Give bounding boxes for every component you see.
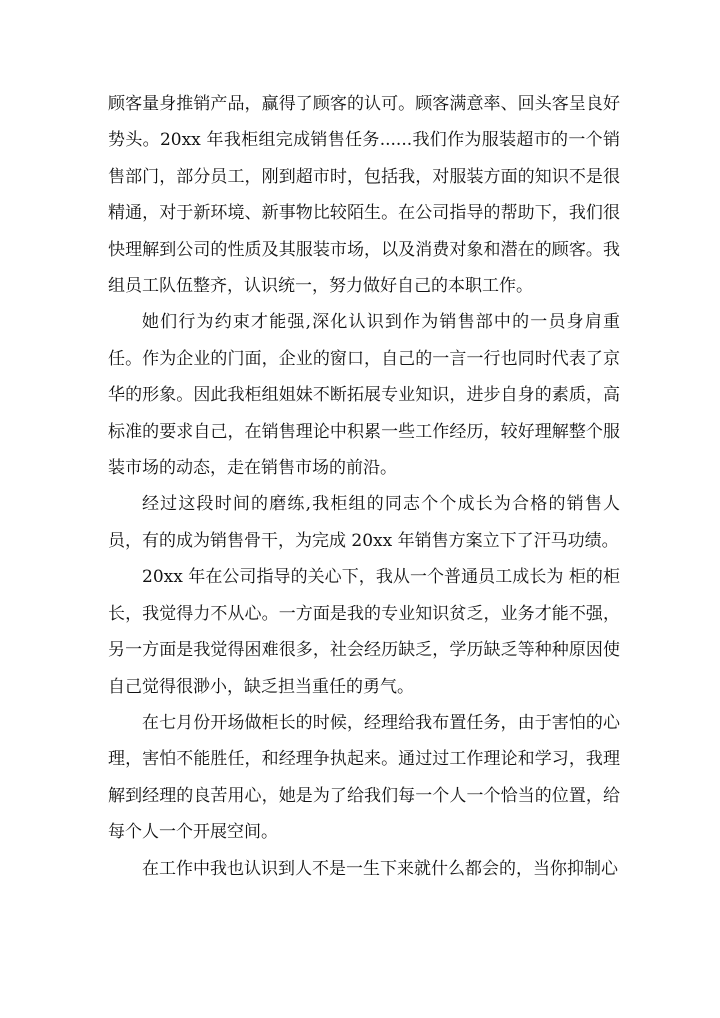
paragraph-3: 经过这段时间的磨练,我柜组的同志个个成长为合格的销售人员，有的成为销售骨干，为完成 20xx 年销售方案立下了汗马功绩。 [108, 494, 620, 551]
paragraph-2: 她们行为约束才能强,深化认识到作为销售部中的一员身肩重任。作为企业的门面，企业的窗口，自己的一言一行也同时代表了京华的形象。因此我柜组姐妹不断拓展专业知识，进步自身的素质，高标准的要求自己，在销售理论中积累一些工作经历，较好理解整个服装市场的动态，走在销售市场的前沿。 [108, 312, 620, 479]
document-body [108, 86, 620, 887]
paragraph-4: 20xx 年在公司指导的关心下，我从一个普通员工成长为 柜的柜长，我觉得力不从心。一方面是我的专业知识贫乏，业务才能不强，另一方面是我觉得困难很多，社会经历缺乏，学历缺乏等种种原因使自己觉得很渺小，缺乏担当重任的勇气。 [108, 567, 620, 697]
paragraph-5: 在七月份开场做柜长的时候，经理给我布置任务，由于害怕的心理，害怕不能胜任，和经理争执起来。通过过工作理论和学习，我理解到经理的良苦用心，她是为了给我们每一个人一个恰当的位置，给每个人一个开展空间。 [108, 712, 620, 843]
paragraph-6: 在工作中我也认识到人不是一生下来就什么都会的，当你抑制心 [142, 858, 618, 879]
paragraph-1: 顾客量身推销产品，赢得了顾客的认可。顾客满意率、回头客呈良好势头。20xx 年我柜组完成销售任务......我们作为服装超市的一个销售部门，部分员工，刚到超市时，包括我，对服装方面的知识不是很精通，对于新环境、新事物比较陌生。在公司指导的帮助下，我们很快理解到公司的性质及其服装市场，以及消费对象和潜在的顾客。我组员工队伍整齐，认识统一，努力做好自己的本职工作。 [108, 94, 620, 297]
